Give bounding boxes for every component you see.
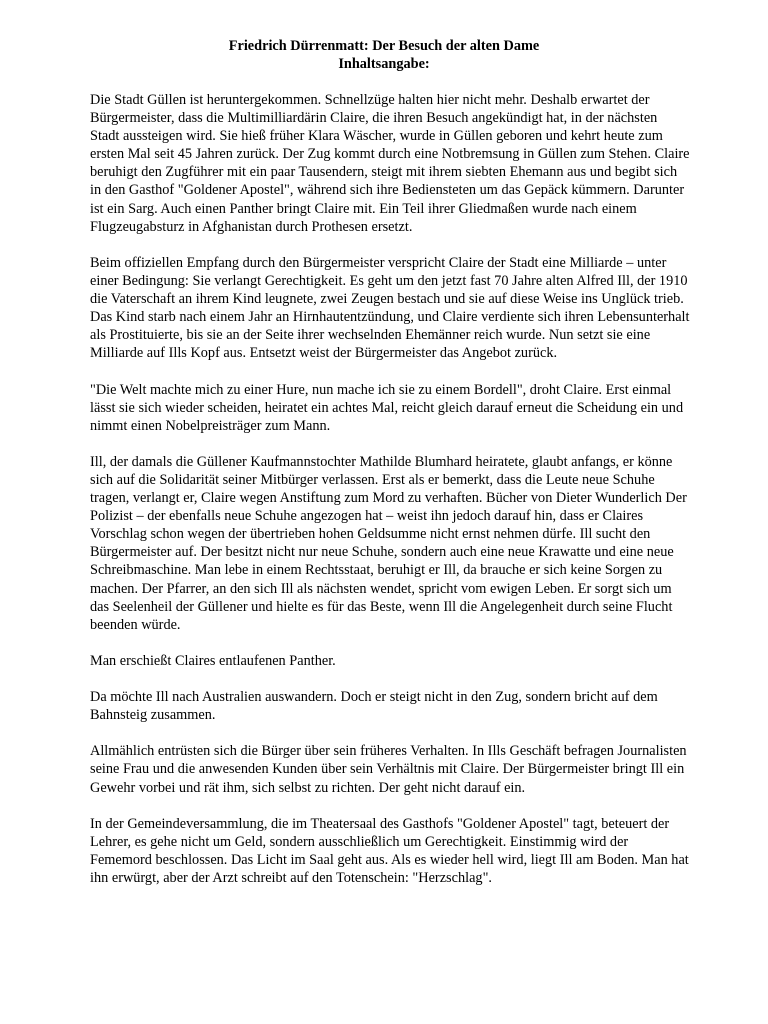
paragraph-3: "Die Welt machte mich zu einer Hure, nun mache ich sie zu einem Bordell", droht Claire. Erst einmal lässt sie sich wieder scheiden, heiratet ein achtes Mal, reicht gleich darauf erneut die Scheidung ein und nimmt einen Nobelpreisträger zum Mann. [90,381,684,434]
document-body [90,91,690,905]
paragraph-4: Ill, der damals die Güllener Kaufmannstochter Mathilde Blumhard heiratete, glaubt anfangs, er könne sich auf die Solidarität seiner Mitbürger verlassen. Erst als er bemerkt, dass die Leute neue Schuhe tragen, verlangt er, Claire wegen Anstiftung zum Mord zu verhaften. Bücher von Dieter Wunderlich Der Polizist – der ebenfalls neue Schuhe angezogen hat – weist ihn jedoch darauf hin, dass er Claires Vorschlag schon wegen der übertrieben hohen Geldsumme nicht ernst nehmen dürfe. Ill sucht den Bürgermeister auf. Der besitzt nicht nur neue Schuhe, sondern auch eine neue Krawatte und eine neue Schreibmaschine. Man lebe in einem Rechtsstaat, beruhigt er Ill, da brauche er sich keine Sorgen zu machen. Der Pfarrer, an den sich Ill als nächsten wendet, spricht vom ewigen Leben. Er sorgt sich um das Seelenheil der Güllener und hielte es für das Beste, wenn Ill die Angelegenheit durch seine Flucht beenden würde. [90,453,687,633]
paragraph-5: Man erschießt Claires entlaufenen Panther. [90,652,336,669]
paragraph-2: Beim offiziellen Empfang durch den Bürgermeister verspricht Claire der Stadt eine Milliarde – unter einer Bedingung: Sie verlangt Gerechtigkeit. Es geht um den jetzt fast 70 Jahre alten Alfred Ill, der 1910 die Vaterschaft an ihrem Kind leugnete, zwei Zeugen bestach und sie auf diese Weise ins Unglück trieb. Das Kind starb nach einem Jahr an Hirnhautentzündung, und Claire verdiente sich ihren Lebensunterhalt als Prostituierte, bis sie an der Seite ihrer wechselnden Ehemänner reich wurde. Nun setzt sie eine Milliarde auf Ills Kopf aus. Entsetzt weist der Bürgermeister das Angebot zurück. [90,254,690,362]
paragraph-6: Da möchte Ill nach Australien auswandern. Doch er steigt nicht in den Zug, sondern bricht auf dem Bahnsteig zusammen. [90,689,658,724]
document-title: Friedrich Dürrenmatt: Der Besuch der alten Dame [228,38,540,54]
paragraph-7: Allmählich entrüsten sich die Bürger über sein früheres Verhalten. In Ills Geschäft befragen Journalisten seine Frau und die anwesenden Kunden über sein Verhältnis mit Claire. Der Bürgermeister bringt Ill ein Gewehr vorbei und rät ihm, sich selbst zu richten. Der geht nicht darauf ein. [90,743,687,796]
paragraph-1: Die Stadt Güllen ist heruntergekommen. Schnellzüge halten hier nicht mehr. Deshalb erwartet der Bürgermeister, dass die Multimilliardärin Claire, die ihren Besuch angekündigt hat, in der nächsten Stadt aussteigen wird. Sie hieß früher Klara Wäscher, wurde in Güllen geboren und kehrt heute zum ersten Mal seit 45 Jahren zurück. Der Zug kommt durch eine Notbremsung in Güllen zum Stehen. Claire beruhigt den Zugführer mit ein paar Tausendern, steigt mit ihrem siebten Ehemann aus und begibt sich in den Gasthof "Goldener Apostel", während sich ihre Bediensteten um das Gepäck kümmern. Darunter ist ein Sarg. Auch einen Panther bringt Claire mit. Ein Teil ihrer Gliedmaßen wurde nach einem Flugzeugabsturz in Afghanistan durch Prothesen ersetzt. [90,92,690,235]
document-subtitle: Inhaltsangabe: [338,56,430,72]
paragraph-8: In der Gemeindeversammlung, die im Theatersaal des Gasthofs "Goldener Apostel" tagt, beteuert der Lehrer, es gehe nicht um Geld, sondern ausschließlich um Gerechtigkeit. Einstimmig wird der Fememord beschlossen. Das Licht im Saal geht aus. Als es wieder hell wird, liegt Ill am Boden. Man hat ihn erwürgt, aber der Arzt schreibt auf den Totenschein: "Herzschlag". [90,815,689,887]
document-header [0,37,768,73]
